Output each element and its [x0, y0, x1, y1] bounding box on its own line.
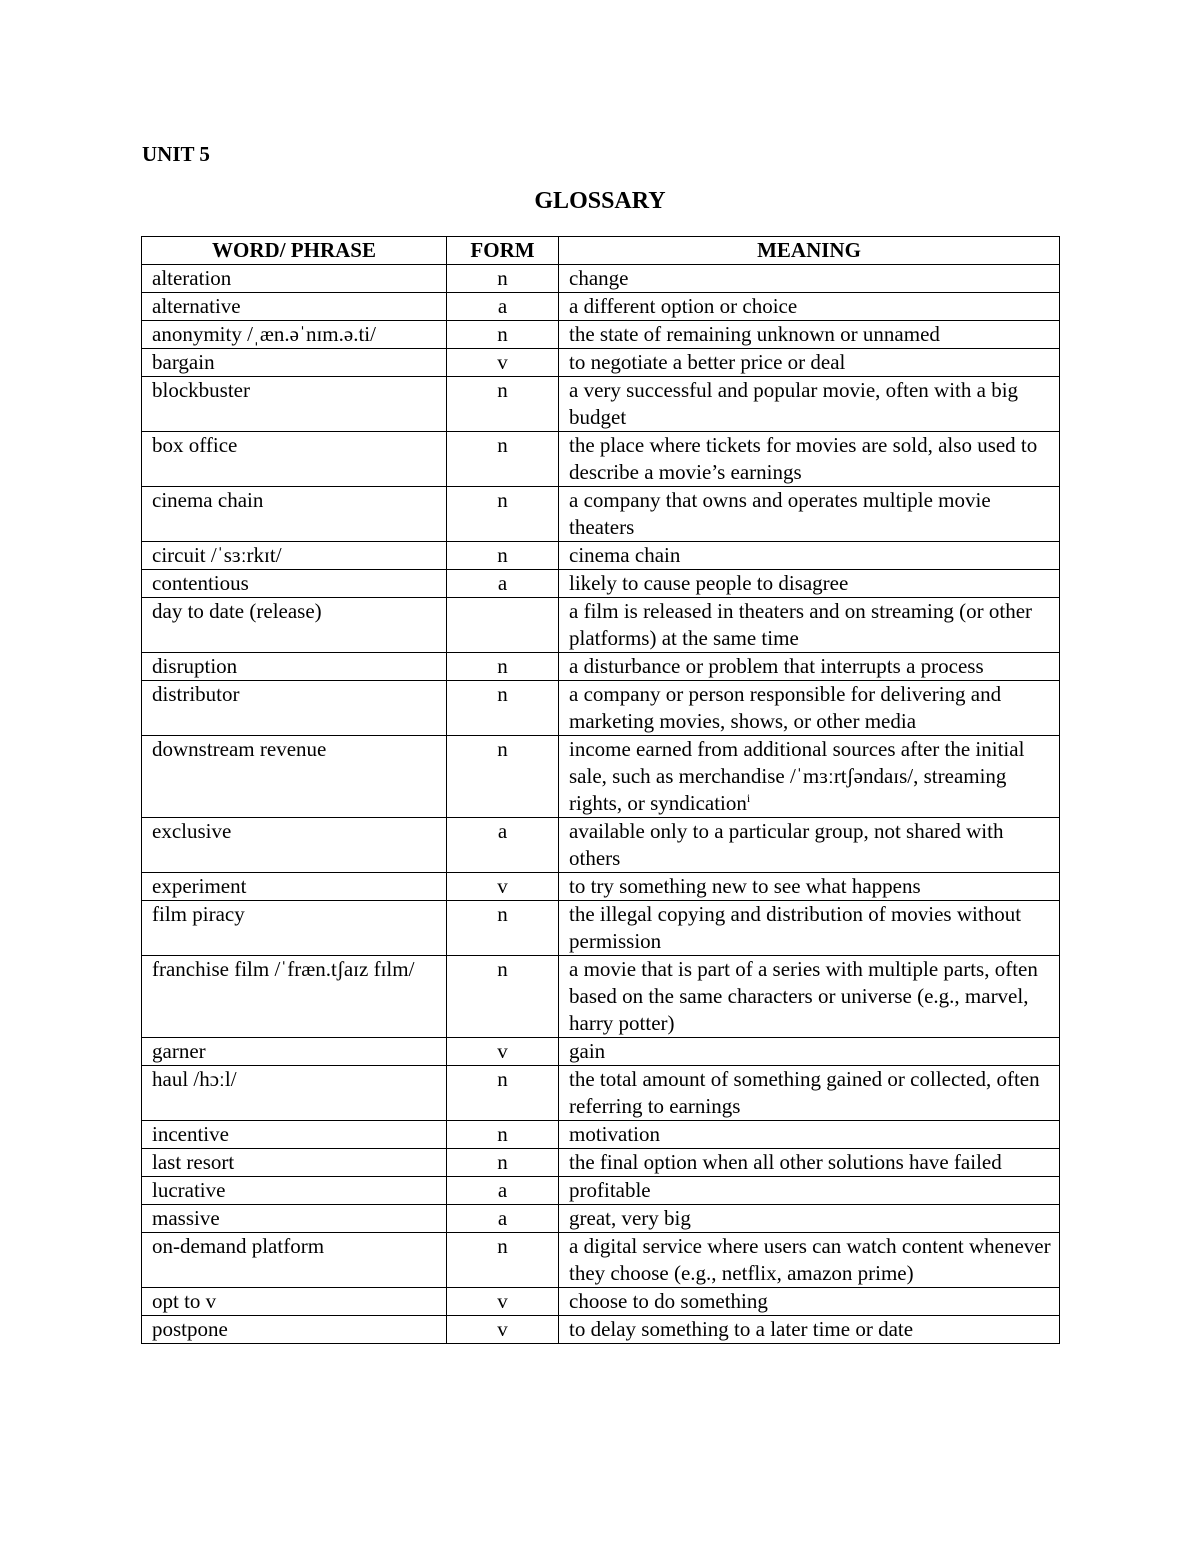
glossary-form: v — [447, 1288, 559, 1316]
glossary-form: v — [447, 1316, 559, 1344]
glossary-term: franchise film /ˈfræn.tʃaɪz fɪlm/ — [142, 956, 447, 1038]
table-row — [142, 349, 1060, 377]
glossary-form: n — [447, 901, 559, 956]
glossary-term: experiment — [142, 873, 447, 901]
glossary-meaning — [559, 736, 1060, 818]
glossary-term: opt to v — [142, 1288, 447, 1316]
glossary-meaning-text: change — [569, 266, 629, 290]
table-row — [142, 1288, 1060, 1316]
glossary-meaning — [559, 265, 1060, 293]
glossary-term: film piracy — [142, 901, 447, 956]
glossary-form: n — [447, 681, 559, 736]
glossary-term: blockbuster — [142, 377, 447, 432]
table-row — [142, 432, 1060, 487]
glossary-meaning — [559, 1066, 1060, 1121]
glossary-meaning — [559, 542, 1060, 570]
table-row — [142, 1149, 1060, 1177]
glossary-form: n — [447, 542, 559, 570]
glossary-term: incentive — [142, 1121, 447, 1149]
glossary-meaning — [559, 1205, 1060, 1233]
glossary-meaning-text: choose to do something — [569, 1289, 768, 1313]
glossary-form: n — [447, 1149, 559, 1177]
glossary-meaning-text: likely to cause people to disagree — [569, 571, 849, 595]
table-row — [142, 681, 1060, 736]
glossary-form: n — [447, 1233, 559, 1288]
glossary-table-body — [142, 265, 1060, 1344]
table-row — [142, 1121, 1060, 1149]
table-row — [142, 956, 1060, 1038]
glossary-meaning — [559, 873, 1060, 901]
glossary-term: alteration — [142, 265, 447, 293]
page-title: GLOSSARY — [534, 188, 666, 214]
glossary-meaning-text: the illegal copying and distribution of movies without permission — [569, 902, 1022, 953]
glossary-form: a — [447, 293, 559, 321]
glossary-term: anonymity /ˌæn.əˈnɪm.ə.ti/ — [142, 321, 447, 349]
glossary-meaning-text: to try something new to see what happens — [569, 874, 921, 898]
glossary-meaning — [559, 1233, 1060, 1288]
glossary-form: v — [447, 1038, 559, 1066]
glossary-meaning — [559, 349, 1060, 377]
glossary-table-header — [142, 237, 1060, 265]
table-row — [142, 377, 1060, 432]
glossary-meaning-text: motivation — [569, 1122, 660, 1146]
glossary-meaning-text: a very successful and popular movie, often with a big budget — [569, 378, 1019, 429]
footnote-marker[interactable]: i — [746, 791, 751, 805]
glossary-term: box office — [142, 432, 447, 487]
glossary-term: downstream revenue — [142, 736, 447, 818]
glossary-meaning — [559, 377, 1060, 432]
glossary-form: a — [447, 1177, 559, 1205]
table-row — [142, 736, 1060, 818]
glossary-meaning — [559, 653, 1060, 681]
glossary-form: n — [447, 1121, 559, 1149]
glossary-meaning — [559, 901, 1060, 956]
glossary-meaning-text: a company or person responsible for delivering and marketing movies, shows, or other media — [569, 682, 1002, 733]
glossary-form: n — [447, 487, 559, 542]
unit-label: UNIT 5 — [142, 142, 210, 166]
glossary-meaning-text: a company that owns and operates multiple movie theaters — [569, 488, 991, 539]
glossary-term: bargain — [142, 349, 447, 377]
glossary-term: postpone — [142, 1316, 447, 1344]
table-row — [142, 321, 1060, 349]
glossary-term: lucrative — [142, 1177, 447, 1205]
glossary-term: cinema chain — [142, 487, 447, 542]
glossary-meaning-text: cinema chain — [569, 543, 681, 567]
glossary-meaning-text: great, very big — [569, 1206, 691, 1230]
glossary-term: garner — [142, 1038, 447, 1066]
table-row — [142, 653, 1060, 681]
glossary-meaning — [559, 293, 1060, 321]
table-row — [142, 542, 1060, 570]
glossary-form: n — [447, 265, 559, 293]
table-row — [142, 1177, 1060, 1205]
glossary-form: n — [447, 956, 559, 1038]
glossary-form: v — [447, 873, 559, 901]
glossary-meaning-text: a digital service where users can watch content whenever they choose (e.g., netflix, amazon prime) — [569, 1234, 1051, 1285]
table-row — [142, 265, 1060, 293]
glossary-meaning — [559, 487, 1060, 542]
glossary-term: alternative — [142, 293, 447, 321]
glossary-form: n — [447, 736, 559, 818]
glossary-term: circuit /ˈsɜːrkɪt/ — [142, 542, 447, 570]
table-row — [142, 293, 1060, 321]
glossary-meaning-text: the total amount of something gained or collected, often referring to earnings — [569, 1067, 1040, 1118]
glossary-meaning — [559, 598, 1060, 653]
glossary-term: disruption — [142, 653, 447, 681]
table-row — [142, 818, 1060, 873]
glossary-meaning-text: available only to a particular group, not shared with others — [569, 819, 1004, 870]
glossary-form: a — [447, 818, 559, 873]
header-row — [142, 237, 1060, 265]
glossary-term: exclusive — [142, 818, 447, 873]
glossary-meaning — [559, 1316, 1060, 1344]
glossary-meaning-text: the final option when all other solutions have failed — [569, 1150, 1002, 1174]
glossary-term: distributor — [142, 681, 447, 736]
table-row — [142, 1066, 1060, 1121]
glossary-meaning — [559, 956, 1060, 1038]
glossary-meaning-text: a different option or choice — [569, 294, 798, 318]
glossary-form — [447, 598, 559, 653]
table-row — [142, 901, 1060, 956]
glossary-meaning-text: a disturbance or problem that interrupts a process — [569, 654, 984, 678]
glossary-form: n — [447, 377, 559, 432]
glossary-form: a — [447, 1205, 559, 1233]
glossary-meaning-text: income earned from additional sources after the initial sale, such as merchandise /ˈmɜːrtʃəndaɪs/, streaming rights, or syndication — [569, 737, 1025, 815]
glossary-form: v — [447, 349, 559, 377]
glossary-term: last resort — [142, 1149, 447, 1177]
glossary-meaning — [559, 321, 1060, 349]
glossary-form: n — [447, 1066, 559, 1121]
glossary-meaning-text: the place where tickets for movies are sold, also used to describe a movie’s earnings — [569, 433, 1038, 484]
table-row — [142, 598, 1060, 653]
glossary-meaning-text: a movie that is part of a series with multiple parts, often based on the same characters or universe (e.g., marvel, harry potter) — [569, 957, 1038, 1035]
glossary-term: day to date (release) — [142, 598, 447, 653]
column-header-form: FORM — [447, 237, 559, 265]
glossary-term: haul /hɔːl/ — [142, 1066, 447, 1121]
column-header-meaning: MEANING — [559, 237, 1060, 265]
glossary-table — [141, 236, 1060, 1344]
glossary-term: contentious — [142, 570, 447, 598]
glossary-meaning — [559, 570, 1060, 598]
glossary-meaning-text: to delay something to a later time or date — [569, 1317, 914, 1341]
glossary-meaning — [559, 1121, 1060, 1149]
glossary-meaning — [559, 1288, 1060, 1316]
glossary-meaning-text: profitable — [569, 1178, 651, 1202]
glossary-meaning — [559, 681, 1060, 736]
glossary-meaning — [559, 1149, 1060, 1177]
glossary-term: massive — [142, 1205, 447, 1233]
glossary-meaning-text: the state of remaining unknown or unnamed — [569, 322, 940, 346]
glossary-form: a — [447, 570, 559, 598]
table-row — [142, 570, 1060, 598]
glossary-term: on-demand platform — [142, 1233, 447, 1288]
glossary-form: n — [447, 432, 559, 487]
column-header-word: WORD/ PHRASE — [142, 237, 447, 265]
glossary-form: n — [447, 321, 559, 349]
glossary-meaning — [559, 1177, 1060, 1205]
glossary-form: n — [447, 653, 559, 681]
table-row — [142, 1038, 1060, 1066]
table-row — [142, 1316, 1060, 1344]
glossary-meaning-text: a film is released in theaters and on streaming (or other platforms) at the same time — [569, 599, 1033, 650]
glossary-meaning-text: to negotiate a better price or deal — [569, 350, 846, 374]
glossary-meaning — [559, 1038, 1060, 1066]
glossary-meaning — [559, 818, 1060, 873]
glossary-meaning — [559, 432, 1060, 487]
glossary-meaning-text: gain — [569, 1039, 606, 1063]
table-row — [142, 1233, 1060, 1288]
table-row — [142, 1205, 1060, 1233]
table-row — [142, 487, 1060, 542]
table-row — [142, 873, 1060, 901]
